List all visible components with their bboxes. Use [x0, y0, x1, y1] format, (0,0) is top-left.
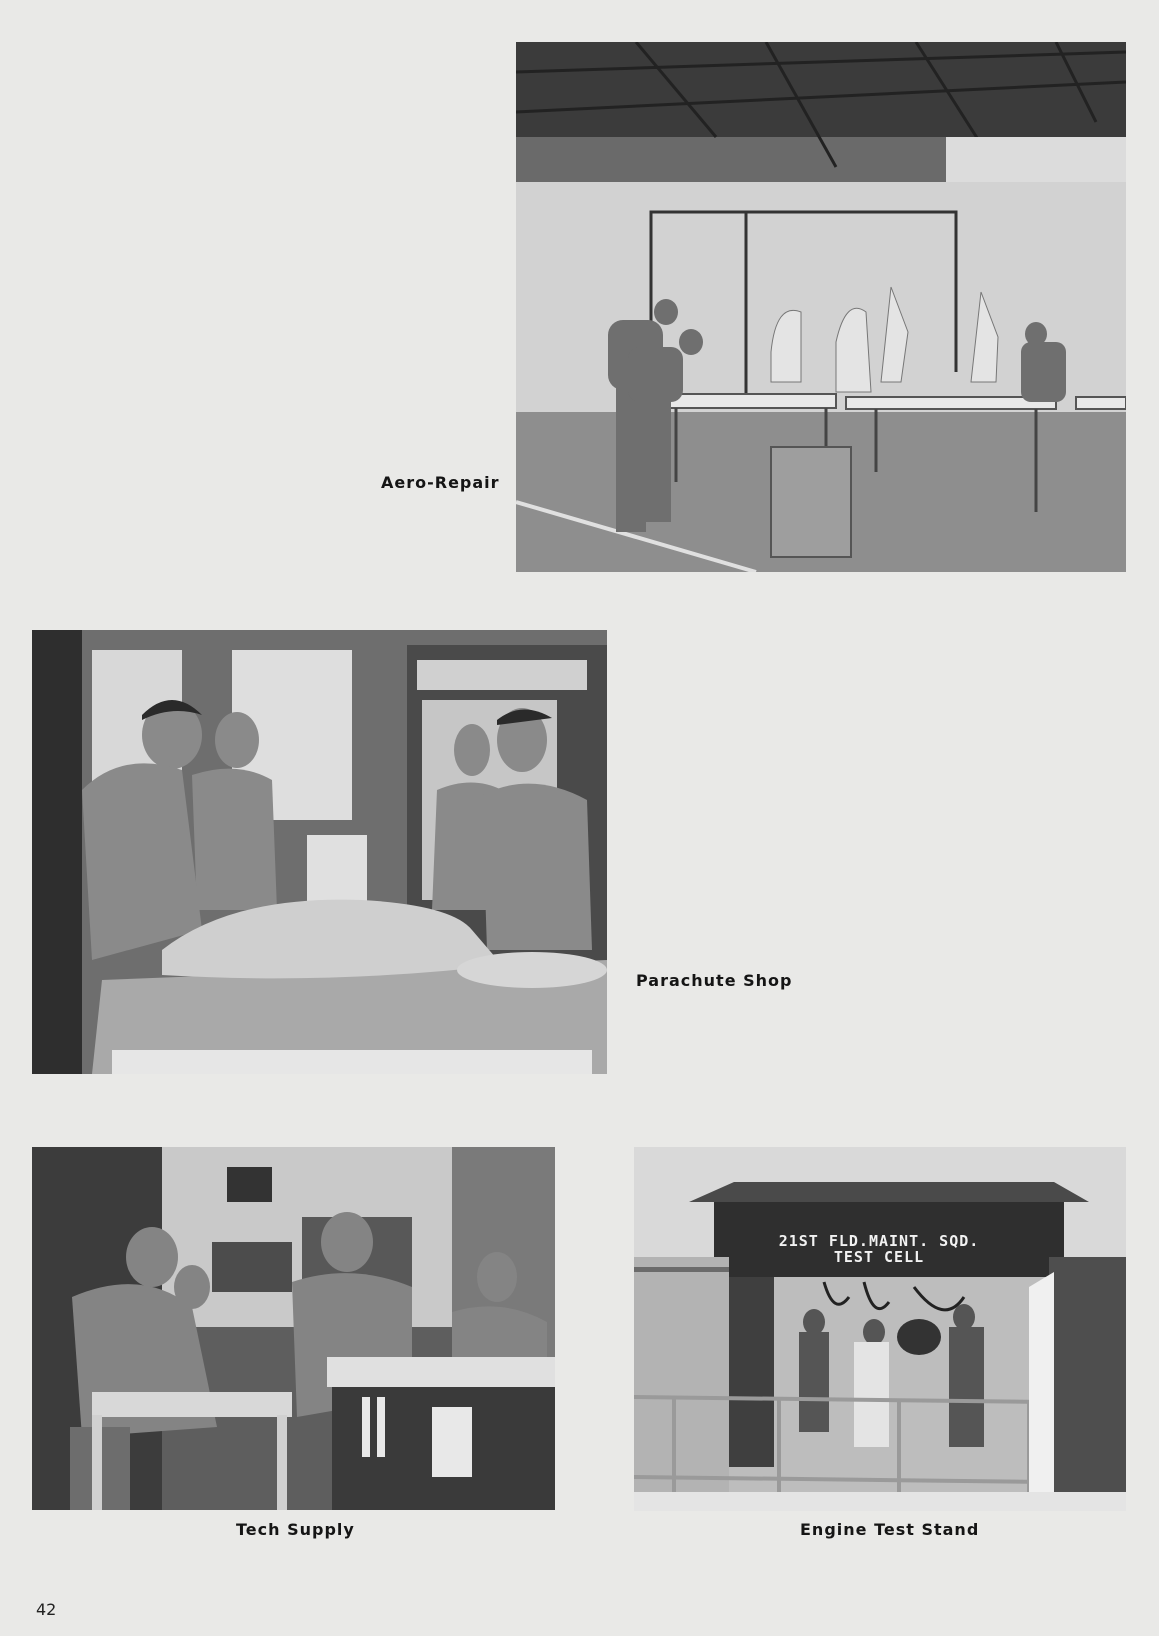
parachute-shop-caption: Parachute Shop — [636, 971, 793, 990]
engine-test-stand-photo — [634, 1147, 1126, 1511]
engine-test-stand-caption: Engine Test Stand — [800, 1520, 980, 1539]
tech-supply-caption: Tech Supply — [236, 1520, 355, 1539]
parachute-shop-photo — [32, 630, 607, 1074]
aero-repair-caption: Aero-Repair — [381, 473, 500, 492]
test-cell-sign-line-1: 21ST FLD.MAINT. SQD. — [778, 1232, 980, 1250]
test-cell-sign — [774, 1233, 984, 1265]
aero-repair-photo — [516, 42, 1126, 572]
tech-supply-photo — [32, 1147, 555, 1510]
test-cell-sign-line-2: TEST CELL — [833, 1248, 925, 1266]
page-number: 42 — [36, 1600, 57, 1619]
